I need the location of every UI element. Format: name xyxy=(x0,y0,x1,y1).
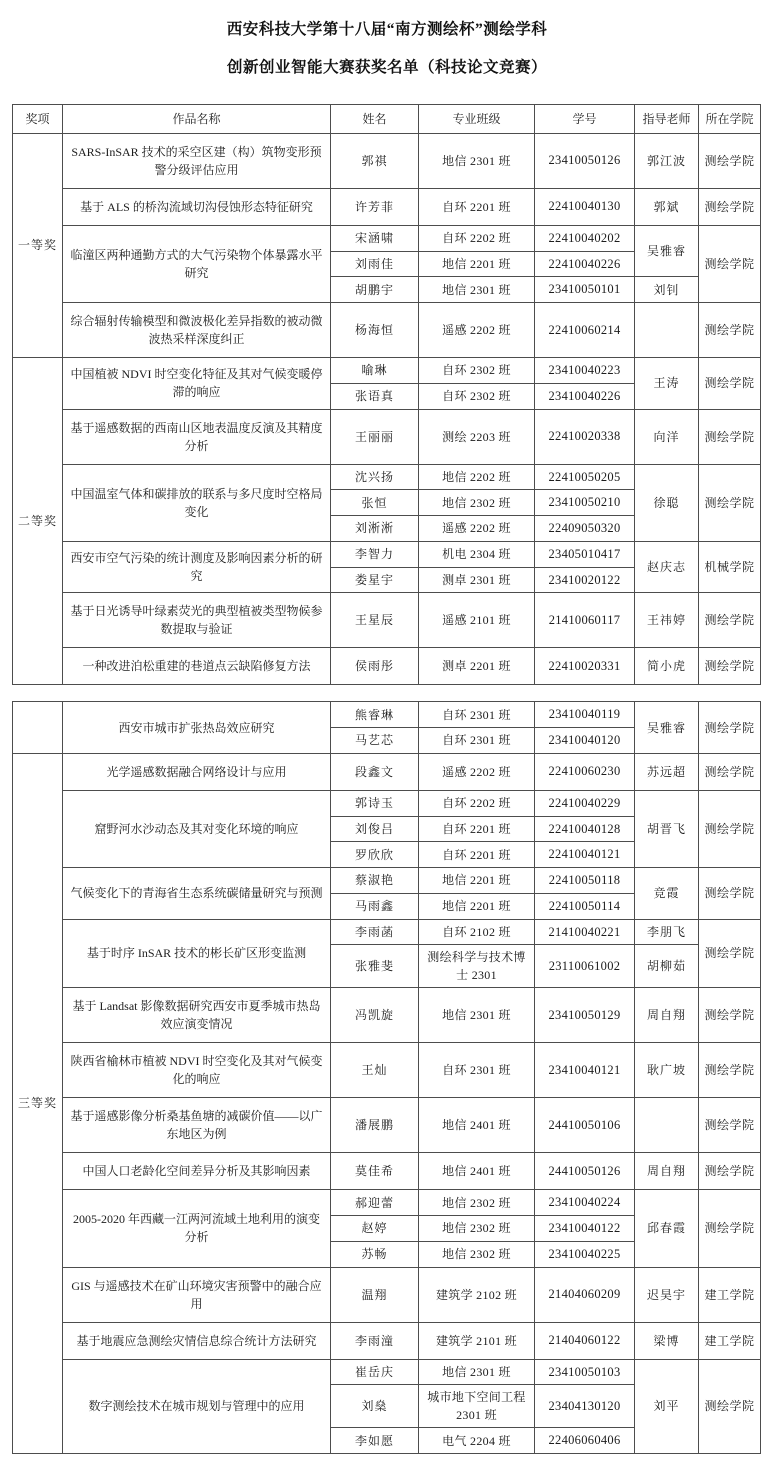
column-header: 所在学院 xyxy=(699,104,761,133)
student-id-cell: 22410060230 xyxy=(535,753,635,790)
student-name-cell: 马艺芯 xyxy=(331,728,419,754)
student-id-cell: 22410020331 xyxy=(535,648,635,685)
class-cell: 自环 2301 班 xyxy=(419,728,535,754)
advisor-cell: 胡柳茹 xyxy=(635,945,699,988)
advisor-cell: 邱春霞 xyxy=(635,1190,699,1267)
student-id-cell: 22410040226 xyxy=(535,251,635,277)
awards-table-third-prize xyxy=(12,701,761,1454)
class-cell: 建筑学 2101 班 xyxy=(419,1322,535,1359)
awards-table-first-second-prize xyxy=(12,104,761,686)
class-cell: 地信 2302 班 xyxy=(419,1190,535,1216)
advisor-cell: 王涛 xyxy=(635,358,699,410)
student-name-cell: 熊睿琳 xyxy=(331,702,419,728)
student-name-cell: 李智力 xyxy=(331,541,419,567)
advisor-cell: 梁博 xyxy=(635,1322,699,1359)
college-cell: 测绘学院 xyxy=(699,919,761,988)
work-title-cell: 窟野河水沙动态及其对变化环境的响应 xyxy=(63,790,331,867)
student-name-cell: 张雅斐 xyxy=(331,945,419,988)
student-name-cell: 刘燊 xyxy=(331,1385,419,1428)
student-id-cell: 22410040121 xyxy=(535,842,635,868)
student-name-cell: 喻琳 xyxy=(331,358,419,384)
college-cell: 建工学院 xyxy=(699,1267,761,1322)
student-id-cell: 22410060214 xyxy=(535,303,635,358)
student-name-cell: 段鑫文 xyxy=(331,753,419,790)
college-cell: 测绘学院 xyxy=(699,133,761,188)
work-title-cell: 基于时序 InSAR 技术的彬长矿区形变监测 xyxy=(63,919,331,988)
class-cell: 地信 2201 班 xyxy=(419,251,535,277)
work-title-cell: 基于 Landsat 影像数据研究西安市夏季城市热岛效应演变情况 xyxy=(63,988,331,1043)
student-id-cell: 23410050210 xyxy=(535,490,635,516)
student-name-cell: 崔岳庆 xyxy=(331,1359,419,1385)
college-cell: 测绘学院 xyxy=(699,409,761,464)
student-name-cell: 王星辰 xyxy=(331,593,419,648)
student-id-cell: 23410050101 xyxy=(535,277,635,303)
class-cell: 测卓 2301 班 xyxy=(419,567,535,593)
student-name-cell: 张语真 xyxy=(331,383,419,409)
work-title-cell: 西安市空气污染的统计测度及影响因素分析的研究 xyxy=(63,541,331,593)
student-id-cell: 22410050205 xyxy=(535,464,635,490)
college-cell: 测绘学院 xyxy=(699,225,761,302)
class-cell: 自环 2302 班 xyxy=(419,358,535,384)
class-cell: 机电 2304 班 xyxy=(419,541,535,567)
student-id-cell: 21410040221 xyxy=(535,919,635,945)
award-label-cell: 一等奖 xyxy=(13,133,63,357)
class-cell: 电气 2204 班 xyxy=(419,1428,535,1454)
award-label-cell xyxy=(13,702,63,754)
college-cell: 测绘学院 xyxy=(699,1153,761,1190)
college-cell: 测绘学院 xyxy=(699,1098,761,1153)
award-label-cell: 三等奖 xyxy=(13,753,63,1453)
student-id-cell: 23110061002 xyxy=(535,945,635,988)
advisor-cell: 刘钊 xyxy=(635,277,699,303)
class-cell: 地信 2202 班 xyxy=(419,464,535,490)
student-id-cell: 22410020338 xyxy=(535,409,635,464)
college-cell: 测绘学院 xyxy=(699,1190,761,1267)
class-cell: 自环 2201 班 xyxy=(419,842,535,868)
student-id-cell: 23410040226 xyxy=(535,383,635,409)
student-name-cell: 刘淅淅 xyxy=(331,516,419,542)
work-title-cell: 中国植被 NDVI 时空变化特征及其对气候变暖停滞的响应 xyxy=(63,358,331,410)
advisor-cell: 周自翔 xyxy=(635,988,699,1043)
class-cell: 地信 2302 班 xyxy=(419,490,535,516)
advisor-cell: 耿广坡 xyxy=(635,1043,699,1098)
class-cell: 自环 2301 班 xyxy=(419,1043,535,1098)
class-cell: 自环 2201 班 xyxy=(419,816,535,842)
class-cell: 地信 2201 班 xyxy=(419,868,535,894)
class-cell: 地信 2401 班 xyxy=(419,1098,535,1153)
student-name-cell: 郝迎蕾 xyxy=(331,1190,419,1216)
class-cell: 自环 2302 班 xyxy=(419,383,535,409)
column-header: 奖项 xyxy=(13,104,63,133)
work-title-cell: 基于日光诱导叶绿素荧光的典型植被类型物候参数提取与验证 xyxy=(63,593,331,648)
student-name-cell: 王丽丽 xyxy=(331,409,419,464)
student-id-cell: 22410040130 xyxy=(535,188,635,225)
student-id-cell: 22410040202 xyxy=(535,225,635,251)
class-cell: 遥感 2202 班 xyxy=(419,303,535,358)
college-cell: 测绘学院 xyxy=(699,702,761,754)
student-name-cell: 潘展鹏 xyxy=(331,1098,419,1153)
college-cell: 测绘学院 xyxy=(699,303,761,358)
advisor-cell: 刘平 xyxy=(635,1359,699,1454)
advisor-cell: 胡晋飞 xyxy=(635,790,699,867)
advisor-cell: 吴雅睿 xyxy=(635,225,699,277)
advisor-cell: 徐聪 xyxy=(635,464,699,541)
student-name-cell: 马雨鑫 xyxy=(331,893,419,919)
college-cell: 测绘学院 xyxy=(699,593,761,648)
class-cell: 测绘 2203 班 xyxy=(419,409,535,464)
class-cell: 地信 2401 班 xyxy=(419,1153,535,1190)
student-id-cell: 21410060117 xyxy=(535,593,635,648)
work-title-cell: 数字测绘技术在城市规划与管理中的应用 xyxy=(63,1359,331,1454)
student-name-cell: 苏畅 xyxy=(331,1241,419,1267)
class-cell: 地信 2301 班 xyxy=(419,277,535,303)
student-name-cell: 刘俊吕 xyxy=(331,816,419,842)
class-cell: 自环 2301 班 xyxy=(419,702,535,728)
college-cell: 建工学院 xyxy=(699,1322,761,1359)
work-title-cell: 气候变化下的青海省生态系统碳储量研究与预测 xyxy=(63,868,331,920)
student-id-cell: 23410040120 xyxy=(535,728,635,754)
class-cell: 地信 2201 班 xyxy=(419,893,535,919)
student-id-cell: 23410050126 xyxy=(535,133,635,188)
class-cell: 遥感 2202 班 xyxy=(419,753,535,790)
column-header: 指导老师 xyxy=(635,104,699,133)
work-title-cell: 临潼区两种通勤方式的大气污染物个体暴露水平研究 xyxy=(63,225,331,302)
class-cell: 地信 2301 班 xyxy=(419,1359,535,1385)
student-id-cell: 21404060209 xyxy=(535,1267,635,1322)
student-id-cell: 23410040224 xyxy=(535,1190,635,1216)
student-id-cell: 23410050129 xyxy=(535,988,635,1043)
advisor-cell: 郭江波 xyxy=(635,133,699,188)
student-id-cell: 22410040229 xyxy=(535,790,635,816)
student-id-cell: 23410040225 xyxy=(535,1241,635,1267)
class-cell: 自环 2202 班 xyxy=(419,225,535,251)
class-cell: 建筑学 2102 班 xyxy=(419,1267,535,1322)
work-title-cell: 基于遥感数据的西南山区地表温度反演及其精度分析 xyxy=(63,409,331,464)
student-name-cell: 郭诗玉 xyxy=(331,790,419,816)
student-id-cell: 24410050106 xyxy=(535,1098,635,1153)
advisor-cell: 周自翔 xyxy=(635,1153,699,1190)
student-name-cell: 沈兴扬 xyxy=(331,464,419,490)
award-label-cell: 二等奖 xyxy=(13,358,63,685)
student-name-cell: 冯凯旋 xyxy=(331,988,419,1043)
advisor-cell: 竞霞 xyxy=(635,868,699,920)
student-name-cell: 宋涵啸 xyxy=(331,225,419,251)
work-title-cell: 陕西省榆林市植被 NDVI 时空变化及其对气候变化的响应 xyxy=(63,1043,331,1098)
advisor-cell xyxy=(635,303,699,358)
student-name-cell: 刘雨佳 xyxy=(331,251,419,277)
student-name-cell: 赵婷 xyxy=(331,1216,419,1242)
class-cell: 遥感 2202 班 xyxy=(419,516,535,542)
college-cell: 测绘学院 xyxy=(699,358,761,410)
student-id-cell: 23405010417 xyxy=(535,541,635,567)
work-title-cell: 中国温室气体和碳排放的联系与多尺度时空格局变化 xyxy=(63,464,331,541)
advisor-cell: 迟昊宇 xyxy=(635,1267,699,1322)
class-cell: 地信 2301 班 xyxy=(419,133,535,188)
work-title-cell: 2005-2020 年西藏一江两河流域土地利用的演变分析 xyxy=(63,1190,331,1267)
work-title-cell: 综合辐射传输模型和微波极化差异指数的被动微波热采样深度纠正 xyxy=(63,303,331,358)
advisor-cell xyxy=(635,1098,699,1153)
student-name-cell: 许芳菲 xyxy=(331,188,419,225)
document-title xyxy=(12,10,762,79)
advisor-cell: 李朋飞 xyxy=(635,919,699,945)
advisor-cell: 王祎婷 xyxy=(635,593,699,648)
class-cell: 城市地下空间工程 2301 班 xyxy=(419,1385,535,1428)
college-cell: 机械学院 xyxy=(699,541,761,593)
work-title-cell: SARS-InSAR 技术的采空区建（构）筑物变形预警分级评估应用 xyxy=(63,133,331,188)
student-name-cell: 蔡淑艳 xyxy=(331,868,419,894)
college-cell: 测绘学院 xyxy=(699,188,761,225)
advisor-cell: 吴雅睿 xyxy=(635,702,699,754)
student-name-cell: 温翔 xyxy=(331,1267,419,1322)
college-cell: 测绘学院 xyxy=(699,464,761,541)
class-cell: 自环 2102 班 xyxy=(419,919,535,945)
student-name-cell: 娄星宇 xyxy=(331,567,419,593)
student-name-cell: 胡鹏宇 xyxy=(331,277,419,303)
student-name-cell: 侯雨彤 xyxy=(331,648,419,685)
student-name-cell: 杨海恒 xyxy=(331,303,419,358)
student-id-cell: 21404060122 xyxy=(535,1322,635,1359)
student-id-cell: 24410050126 xyxy=(535,1153,635,1190)
class-cell: 自环 2202 班 xyxy=(419,790,535,816)
college-cell: 测绘学院 xyxy=(699,648,761,685)
college-cell: 测绘学院 xyxy=(699,988,761,1043)
advisor-cell: 简小虎 xyxy=(635,648,699,685)
class-cell: 遥感 2101 班 xyxy=(419,593,535,648)
column-header: 专业班级 xyxy=(419,104,535,133)
student-id-cell: 23410040122 xyxy=(535,1216,635,1242)
class-cell: 测卓 2201 班 xyxy=(419,648,535,685)
class-cell: 自环 2201 班 xyxy=(419,188,535,225)
student-id-cell: 23404130120 xyxy=(535,1385,635,1428)
student-id-cell: 23410040121 xyxy=(535,1043,635,1098)
student-id-cell: 22406060406 xyxy=(535,1428,635,1454)
college-cell: 测绘学院 xyxy=(699,790,761,867)
work-title-cell: 基于地震应急测绘灾情信息综合统计方法研究 xyxy=(63,1322,331,1359)
page-title-line2: 创新创业智能大赛获奖名单（科技论文竞赛） xyxy=(226,58,547,76)
college-cell: 测绘学院 xyxy=(699,753,761,790)
student-name-cell: 王灿 xyxy=(331,1043,419,1098)
student-id-cell: 23410040119 xyxy=(535,702,635,728)
college-cell: 测绘学院 xyxy=(699,1359,761,1454)
work-title-cell: 基于 ALS 的桥沟流域切沟侵蚀形态特征研究 xyxy=(63,188,331,225)
student-id-cell: 23410050103 xyxy=(535,1359,635,1385)
work-title-cell: 基于遥感影像分析桑基鱼塘的减碳价值——以广东地区为例 xyxy=(63,1098,331,1153)
work-title-cell: 一种改进泊松重建的巷道点云缺陷修复方法 xyxy=(63,648,331,685)
student-id-cell: 22409050320 xyxy=(535,516,635,542)
student-id-cell: 22410040128 xyxy=(535,816,635,842)
student-id-cell: 23410020122 xyxy=(535,567,635,593)
advisor-cell: 苏远超 xyxy=(635,753,699,790)
work-title-cell: GIS 与遥感技术在矿山环境灾害预警中的融合应用 xyxy=(63,1267,331,1322)
student-name-cell: 罗欣欣 xyxy=(331,842,419,868)
student-name-cell: 李雨潼 xyxy=(331,1322,419,1359)
class-cell: 地信 2301 班 xyxy=(419,988,535,1043)
column-header: 作品名称 xyxy=(63,104,331,133)
college-cell: 测绘学院 xyxy=(699,868,761,920)
column-header: 学号 xyxy=(535,104,635,133)
work-title-cell: 中国人口老龄化空间差异分析及其影响因素 xyxy=(63,1153,331,1190)
work-title-cell: 西安市城市扩张热岛效应研究 xyxy=(63,702,331,754)
student-id-cell: 22410050114 xyxy=(535,893,635,919)
advisor-cell: 郭斌 xyxy=(635,188,699,225)
student-id-cell: 23410040223 xyxy=(535,358,635,384)
class-cell: 地信 2302 班 xyxy=(419,1216,535,1242)
advisor-cell: 向洋 xyxy=(635,409,699,464)
class-cell: 测绘科学与技术博士 2301 xyxy=(419,945,535,988)
column-header: 姓名 xyxy=(331,104,419,133)
student-name-cell: 莫佳希 xyxy=(331,1153,419,1190)
college-cell: 测绘学院 xyxy=(699,1043,761,1098)
student-id-cell: 22410050118 xyxy=(535,868,635,894)
class-cell: 地信 2302 班 xyxy=(419,1241,535,1267)
student-name-cell: 李雨菡 xyxy=(331,919,419,945)
student-name-cell: 张恒 xyxy=(331,490,419,516)
advisor-cell: 赵庆志 xyxy=(635,541,699,593)
student-name-cell: 李如愿 xyxy=(331,1428,419,1454)
page-title-line1: 西安科技大学第十八届“南方测绘杯”测绘学科 xyxy=(226,21,548,38)
work-title-cell: 光学遥感数据融合网络设计与应用 xyxy=(63,753,331,790)
student-name-cell: 郭祺 xyxy=(331,133,419,188)
